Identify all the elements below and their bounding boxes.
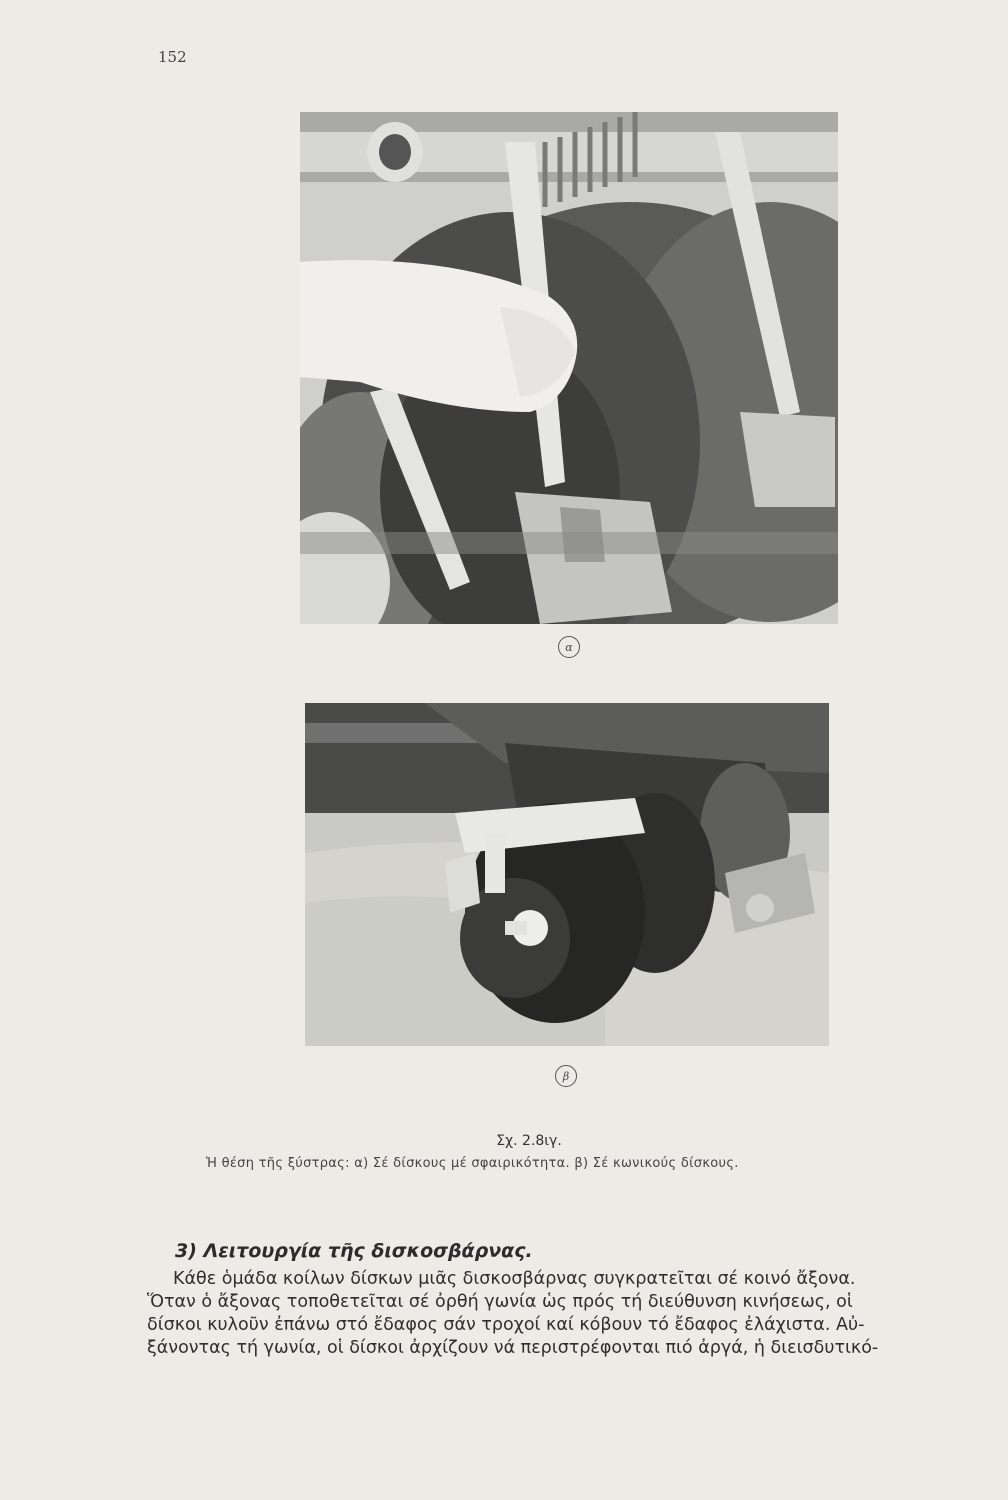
page-number: 152 [158, 48, 187, 66]
body-line: ξάνοντας τή γωνία, οἱ δίσκοι ἀρχίζουν νά περιστρέφονται πιό ἀργά, ἡ διεισδυτικό- [147, 1338, 879, 1358]
photo-scraper-conical-discs [305, 703, 829, 1046]
figure-caption-text: Ἡ θέση τῆς ξύστρας: α) Σέ δίσκους μέ σφαιρικότητα. β) Σέ κωνικούς δίσκους. [206, 1156, 739, 1171]
figure-caption-title: Σχ. 2.8ιγ. [496, 1133, 562, 1149]
section-heading: 3) Λειτουργία τῆς δισκοσβάρνας. [175, 1240, 533, 1262]
body-line: δίσκοι κυλοῦν ἐπάνω στό ἔδαφος σάν τροχοί καί κόβουν τό ἔδαφος ἐλάχιστα. Αὐ- [147, 1315, 865, 1335]
photo-b-image [305, 703, 829, 1046]
figure-label-b: β [555, 1065, 577, 1087]
figure-label-a: α [558, 636, 580, 658]
body-line: Ὅταν ὁ ἄξονας τοποθετεῖται σέ ὀρθή γωνία ὡς πρός τή διεύθυνση κινήσεως, οἱ [147, 1292, 853, 1312]
section-body [147, 1268, 977, 1360]
photo-a-image [300, 112, 838, 624]
body-line: Κάθε ὁμάδα κοίλων δίσκων μιᾶς δισκοσβάρνας συγκρατεῖται σέ κοινό ἄξονα. [173, 1269, 856, 1289]
photo-scraper-spherical-discs [300, 112, 838, 624]
